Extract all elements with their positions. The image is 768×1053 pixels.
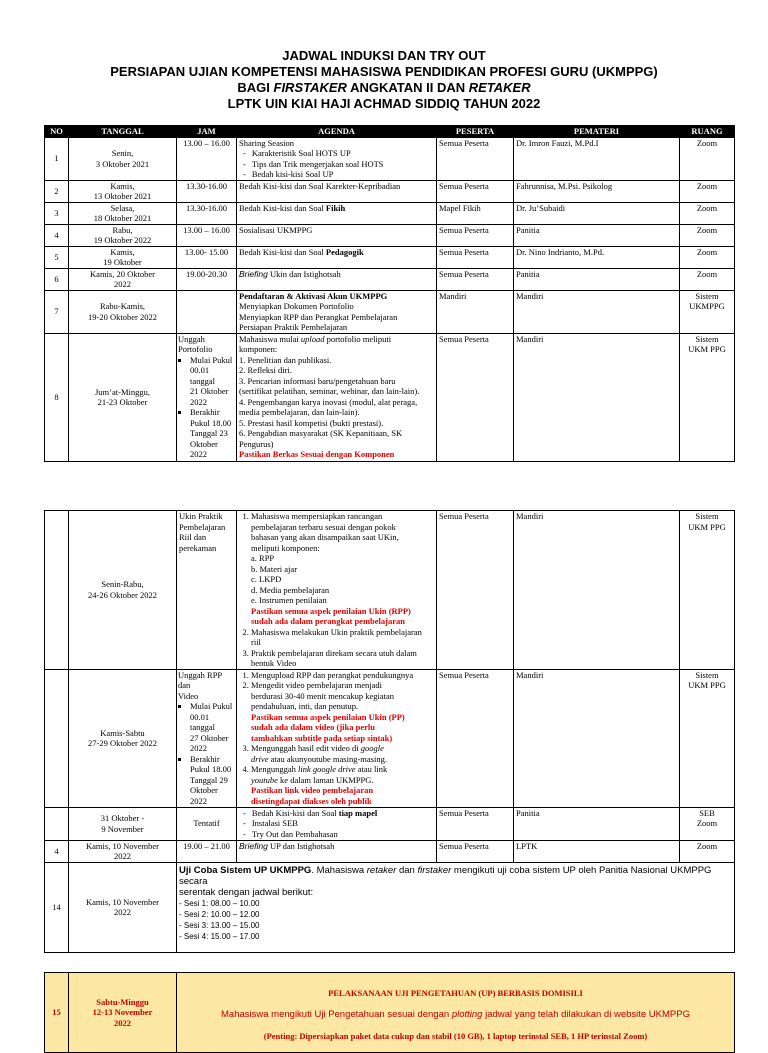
cell-no: 15 (45, 973, 69, 1053)
cell-peserta: Semua Peserta (437, 268, 514, 290)
cell-ruang: Zoom (680, 202, 735, 224)
agenda-text: dan (396, 864, 418, 876)
agenda-text: Mahasiswa mengikuti Uji Pengetahuan sesuai dengan (221, 1008, 452, 1020)
cell-ruang: Zoom (680, 224, 735, 246)
cell-jam (177, 333, 237, 461)
table-row (45, 268, 735, 290)
cell-jam: 13.00 – 16.00 (177, 137, 237, 180)
col-header-jam: JAM (177, 126, 237, 138)
schedule-table-part-3 (44, 972, 735, 1053)
item-text: Mengedit video pembelajaran menjadi berdurasi 30-40 menit mencakup kegiatan pendahuluan, inti, dan penutup. (251, 680, 395, 711)
doc-title-line-2: PERSIAPAN UJIAN KOMPETENSI MAHASISWA PENDIDIKAN PROFESI GURU (UKMPPG) (110, 64, 658, 79)
col-header-ruang: RUANG (680, 126, 735, 138)
agenda-title: PELAKSANAAN UJI PENGETAHUAN (UP) BERBASIS DOMISILI (328, 987, 583, 998)
cell-peserta: Semua Peserta (437, 246, 514, 268)
cell-jam: 13.00- 15.00 (177, 246, 237, 268)
agenda-warning: Pastikan Berkas Sesuai dengan Komponen (239, 449, 395, 459)
item-bold: tiap mapel (338, 807, 378, 818)
cell-peserta: Mandiri (437, 290, 514, 333)
table-row (45, 669, 735, 807)
cell-jam: Ukin Praktik Pembelajaran Riil dan perekaman (177, 511, 237, 670)
agenda-text: Ukin dan Istighotsah (267, 268, 341, 279)
cell-peserta: Mapel Fikih (437, 202, 514, 224)
list-item: - Try Out dan Pembahasan (253, 829, 434, 840)
table-row (45, 511, 735, 670)
doc-title-line-1: JADWAL INDUKSI DAN TRY OUT (282, 48, 486, 63)
table-row (45, 973, 735, 1053)
cell-pemateri: Mandiri (514, 669, 680, 807)
cell-ruang: Zoom (680, 246, 735, 268)
cell-no: 7 (45, 290, 69, 333)
jam-title: Unggah RPP dan Video (178, 669, 222, 701)
col-header-peserta: PESERTA (437, 126, 514, 138)
list-item: ▪ Mulai Pukul 00.01 tanggal 21 Oktober 2022 (190, 355, 235, 408)
agenda-text: Bedah Kisi-kisi dan Soal (239, 246, 326, 257)
session-item: - Sesi 2: 10.00 – 12.00 (179, 909, 260, 919)
session-item: - Sesi 3: 13.00 – 15.00 (179, 920, 260, 930)
cell-no: 3 (45, 202, 69, 224)
cell-agenda (237, 268, 437, 290)
cell-pemateri: Fahrunnisa, M.Psi. Psikolog (514, 180, 680, 202)
table-row (45, 840, 735, 862)
table-row (45, 290, 735, 333)
cell-no: 6 (45, 268, 69, 290)
schedule-table-part-2 (44, 510, 735, 953)
list-item: ▪ Mulai Pukul 00.01 tanggal 27 Oktober 2022 (190, 701, 235, 754)
agenda-note: (Penting: Dipersiapkan paket data cukup dan stabil (10 GB), 1 laptop terinstal SEB, 1 HP terinstal Zoom) (263, 1031, 648, 1041)
cell-peserta: Semua Peserta (437, 333, 514, 461)
agenda-title: Uji Coba Sistem UP UKMPPG (179, 864, 312, 876)
agenda-upload: upload (300, 333, 325, 344)
table-header-row (45, 126, 735, 138)
agenda-line: 6. Pengabdian masyarakat (SK Kepanitiaan, SK Pengurus) (239, 428, 403, 449)
list-item: - Bedah kisi-kisi Soal UP (253, 169, 434, 180)
agenda-subject: Pedagogik (325, 246, 364, 257)
cell-peserta: Semua Peserta (437, 807, 514, 840)
cell-tanggal: Kamis, 10 November 2022 (69, 862, 177, 952)
cell-agenda (237, 137, 437, 180)
list-item: - Instalasi SEB (253, 818, 434, 829)
cell-pemateri: Mandiri (514, 333, 680, 461)
cell-pemateri: LPTK (514, 840, 680, 862)
agenda-italic: plotting (451, 1008, 483, 1020)
list-item (251, 764, 434, 806)
cell-pemateri: Mandiri (514, 290, 680, 333)
cell-agenda (237, 202, 437, 224)
list-item (251, 680, 434, 743)
cell-tanggal: Kamis, 19 Oktober (69, 246, 177, 268)
agenda-line: 3. Pencarian informasi baru/pengetahuan baru (sertifikat pelatihan, seminar, webinar, dan lain-lain). (239, 375, 420, 396)
cell-pemateri: Dr. Nino Indrianto, M.Pd. (514, 246, 680, 268)
cell-peserta: Semua Peserta (437, 511, 514, 670)
cell-tanggal: Rabu, 19 Oktober 2022 (69, 224, 177, 246)
cell-pemateri: Dr. Imron Fauzi, M.Pd.I (514, 137, 680, 180)
cell-no: 14 (45, 862, 69, 952)
cell-agenda (237, 333, 437, 461)
cell-peserta: Semua Peserta (437, 180, 514, 202)
agenda-line: Menyiapkan RPP dan Perangkat Pembelajaran (239, 311, 398, 322)
cell-tanggal: 31 Oktober - 9 November (69, 807, 177, 840)
cell-ruang: Sistem UKMPPG (680, 290, 735, 333)
cell-no: 4 (45, 224, 69, 246)
agenda-italic: retaker (366, 864, 397, 876)
item-italic: link google drive (297, 764, 356, 774)
sub-item: b. Materi ajar (251, 563, 298, 574)
cell-pemateri: Panitia (514, 807, 680, 840)
cell-no: 4 (45, 840, 69, 862)
agenda-text: . Mahasiswa (311, 864, 367, 876)
item-italic: youtube (251, 774, 278, 785)
cell-ruang: Zoom (680, 840, 735, 862)
cell-tanggal: Rabu-Kamis, 19-20 Oktober 2022 (69, 290, 177, 333)
table-row (45, 137, 735, 180)
agenda-title: Pendaftaran & Aktivasi Akun UKMPPG (239, 290, 388, 301)
cell-no: 2 (45, 180, 69, 202)
agenda-warning: Pastikan semua aspek penilaian Ukin (RPP) sudah ada dalam perangkat pembelajaran (251, 605, 411, 626)
list-item (251, 743, 434, 764)
agenda-line: Persiapan Praktik Pembelajaran (239, 322, 348, 332)
cell-peserta: Semua Peserta (437, 840, 514, 862)
table-row (45, 862, 735, 952)
cell-agenda-merged (177, 862, 735, 952)
agenda-text: UP dan Istighotsah (267, 840, 335, 851)
cell-ruang: Zoom (680, 268, 735, 290)
cell-agenda-merged (177, 973, 735, 1053)
item-italic: google drive (251, 743, 384, 764)
cell-agenda (237, 840, 437, 862)
cell-ruang: SEB Zoom (680, 807, 735, 840)
jam-title: Unggah Portofolio (178, 333, 213, 354)
cell-pemateri: Dr. Ju’Subaidi (514, 202, 680, 224)
agenda-text: mengikuti uji coba sistem UP oleh Panitia Nasional UKMPPG secara serentak dengan jadwal berikut: (179, 864, 712, 898)
list-item (251, 511, 434, 627)
agenda-line: 1. Penelitian dan publikasi. (239, 354, 332, 365)
table-row (45, 202, 735, 224)
col-header-agenda: AGENDA (237, 126, 437, 138)
col-header-tanggal: TANGGAL (69, 126, 177, 138)
agenda-line: 5. Prestasi hasil kompetisi (bukti prestasi). (239, 417, 384, 428)
cell-tanggal: Jum’at-Minggu, 21-23 Oktober (69, 333, 177, 461)
col-header-pemateri: PEMATERI (514, 126, 680, 138)
agenda-text: jadwal yang telah dilakukan di website UKMPPG (482, 1008, 690, 1020)
cell-no: 5 (45, 246, 69, 268)
cell-tanggal: Kamis, 20 Oktober 2022 (69, 268, 177, 290)
cell-ruang: Sistem UKM PPG (680, 333, 735, 461)
session-item: - Sesi 1: 08.00 – 10.00 (179, 898, 260, 908)
cell-tanggal: Senin-Rabu, 24-26 Oktober 2022 (69, 511, 177, 670)
cell-ruang: Sistem UKM PPG (680, 669, 735, 807)
agenda-subject: Fikih (325, 202, 346, 213)
schedule-table-part-1 (44, 125, 735, 462)
cell-agenda: Bedah Kisi-kisi dan Soal Karekter-Kepribadian (237, 180, 437, 202)
table-row (45, 807, 735, 840)
cell-tanggal: Kamis-Sabtu 27-29 Oktober 2022 (69, 669, 177, 807)
cell-tanggal: Senin, 3 Oktober 2021 (69, 137, 177, 180)
agenda-warning: Pastikan link video pembelajaran disetingdapat diakses oleh publik (251, 785, 374, 806)
agenda-line: 2. Refleksi diri. (239, 365, 292, 375)
table-row (45, 246, 735, 268)
cell-jam: 19.00 – 21.00 (177, 840, 237, 862)
agenda-line: 4. Pengembangan karya inovasi (modul, alat peraga, media pembelajaran, dan lain-lain). (239, 396, 418, 417)
item-text: Bedah Kisi-kisi dan Soal (251, 807, 339, 818)
cell-tanggal: Sabtu-Minggu 12-13 November 2022 (69, 973, 177, 1053)
list-item: 1. Mengupload RPP dan perangkat pendukungnya (251, 670, 434, 681)
cell-pemateri: Panitia (514, 268, 680, 290)
cell-jam: 19.00-20.30 (177, 268, 237, 290)
cell-no: 8 (45, 333, 69, 461)
agenda-text: portofolio meliputi komponen: (239, 333, 392, 354)
agenda-line: Menyiapkan Dokumen Portofolio (239, 301, 354, 311)
cell-agenda (237, 246, 437, 268)
cell-pemateri: Mandiri (514, 511, 680, 670)
cell-peserta: Semua Peserta (437, 137, 514, 180)
sub-item: d. Media pembelajaran (251, 584, 330, 595)
col-header-no: NO (45, 126, 69, 138)
agenda-briefing: Briefing (239, 840, 268, 851)
list-item: 2. Mahasiswa melakukan Ukin praktik pembelajaran riil (251, 627, 434, 648)
cell-ruang: Zoom (680, 137, 735, 180)
cell-jam: 13.30-16.00 (177, 180, 237, 202)
table-row (45, 224, 735, 246)
agenda-text: Mahasiswa mulai (239, 333, 301, 344)
cell-no (45, 669, 69, 807)
sub-item: c. LKPD (251, 574, 282, 584)
cell-no (45, 807, 69, 840)
item-text: atau link (357, 764, 388, 774)
doc-title-line-4: LPTK UIN KIAI HAJI ACHMAD SIDDIQ TAHUN 2022 (227, 96, 541, 111)
item-text: Mengunggah (251, 764, 298, 774)
list-item: - Tips dan Trik mengerjakan soal HOTS (253, 159, 434, 170)
cell-no (45, 511, 69, 670)
sub-item: e. Instrumen penilaian (251, 595, 327, 605)
agenda-warning: Pastikan semua aspek penilaian Ukin (PP) sudah ada dalam video (jika perlu tambahkan subtitle pada setiap sintak) (251, 711, 405, 743)
table-row (45, 333, 735, 461)
table-row (45, 180, 735, 202)
doc-title-line-3: BAGI FIRSTAKER ANGKATAN II DAN RETAKER (237, 80, 531, 95)
list-item: - Karakteristik Soal HOTS UP (253, 148, 434, 159)
cell-peserta: Semua Peserta (437, 224, 514, 246)
cell-agenda (237, 669, 437, 807)
cell-jam (177, 290, 237, 333)
cell-ruang: Sistem UKM PPG (680, 511, 735, 670)
sub-item: a. RPP (251, 553, 275, 563)
list-item: ▪ Berakhir Pukul 18.00 Tanggal 23 Oktober 2022 (190, 407, 235, 460)
session-item: - Sesi 4: 15.00 – 17.00 (179, 931, 260, 941)
agenda-briefing: Briefing (239, 268, 268, 279)
cell-tanggal: Kamis, 10 November 2022 (69, 840, 177, 862)
agenda-italic: firstaker (417, 864, 452, 876)
cell-tanggal: Selasa, 18 Oktober 2021 (69, 202, 177, 224)
list-item (253, 808, 434, 819)
item-text: atau akunyoutube masing-masing. (268, 753, 387, 764)
item-text: Mahasiswa mempersiapkan rancangan pembelajaran terbaru sesuai dengan pokok bahasan yang akan disampaikan saat UKin, meliputi komponen: (251, 511, 399, 553)
list-item: ▪ Berakhir Pukul 18.00 Tanggal 29 Oktober 2022 (190, 754, 235, 807)
cell-no: 1 (45, 137, 69, 180)
cell-jam: Tentatif (177, 807, 237, 840)
cell-agenda (237, 807, 437, 840)
cell-jam: 13.00 – 16.00 (177, 224, 237, 246)
cell-jam (177, 669, 237, 807)
cell-jam: 13.30-16.00 (177, 202, 237, 224)
item-text: Mengunggah hasil edit video di (251, 743, 361, 753)
cell-pemateri: Panitia (514, 224, 680, 246)
agenda-text: Bedah Kisi-kisi dan Soal (239, 202, 326, 213)
list-item: 3. Praktik pembelajaran direkam secara utuh dalam bentuk Video (251, 648, 434, 669)
item-text: ke dalam laman UKMPPG. (277, 774, 374, 785)
cell-peserta: Semua Peserta (437, 669, 514, 807)
cell-tanggal: Kamis, 13 Oktober 2021 (69, 180, 177, 202)
cell-agenda (237, 290, 437, 333)
agenda-title: Sharing Seasion (239, 137, 295, 148)
cell-agenda: Sosialisasi UKMPPG (237, 224, 437, 246)
cell-agenda (237, 511, 437, 670)
cell-ruang: Zoom (680, 180, 735, 202)
